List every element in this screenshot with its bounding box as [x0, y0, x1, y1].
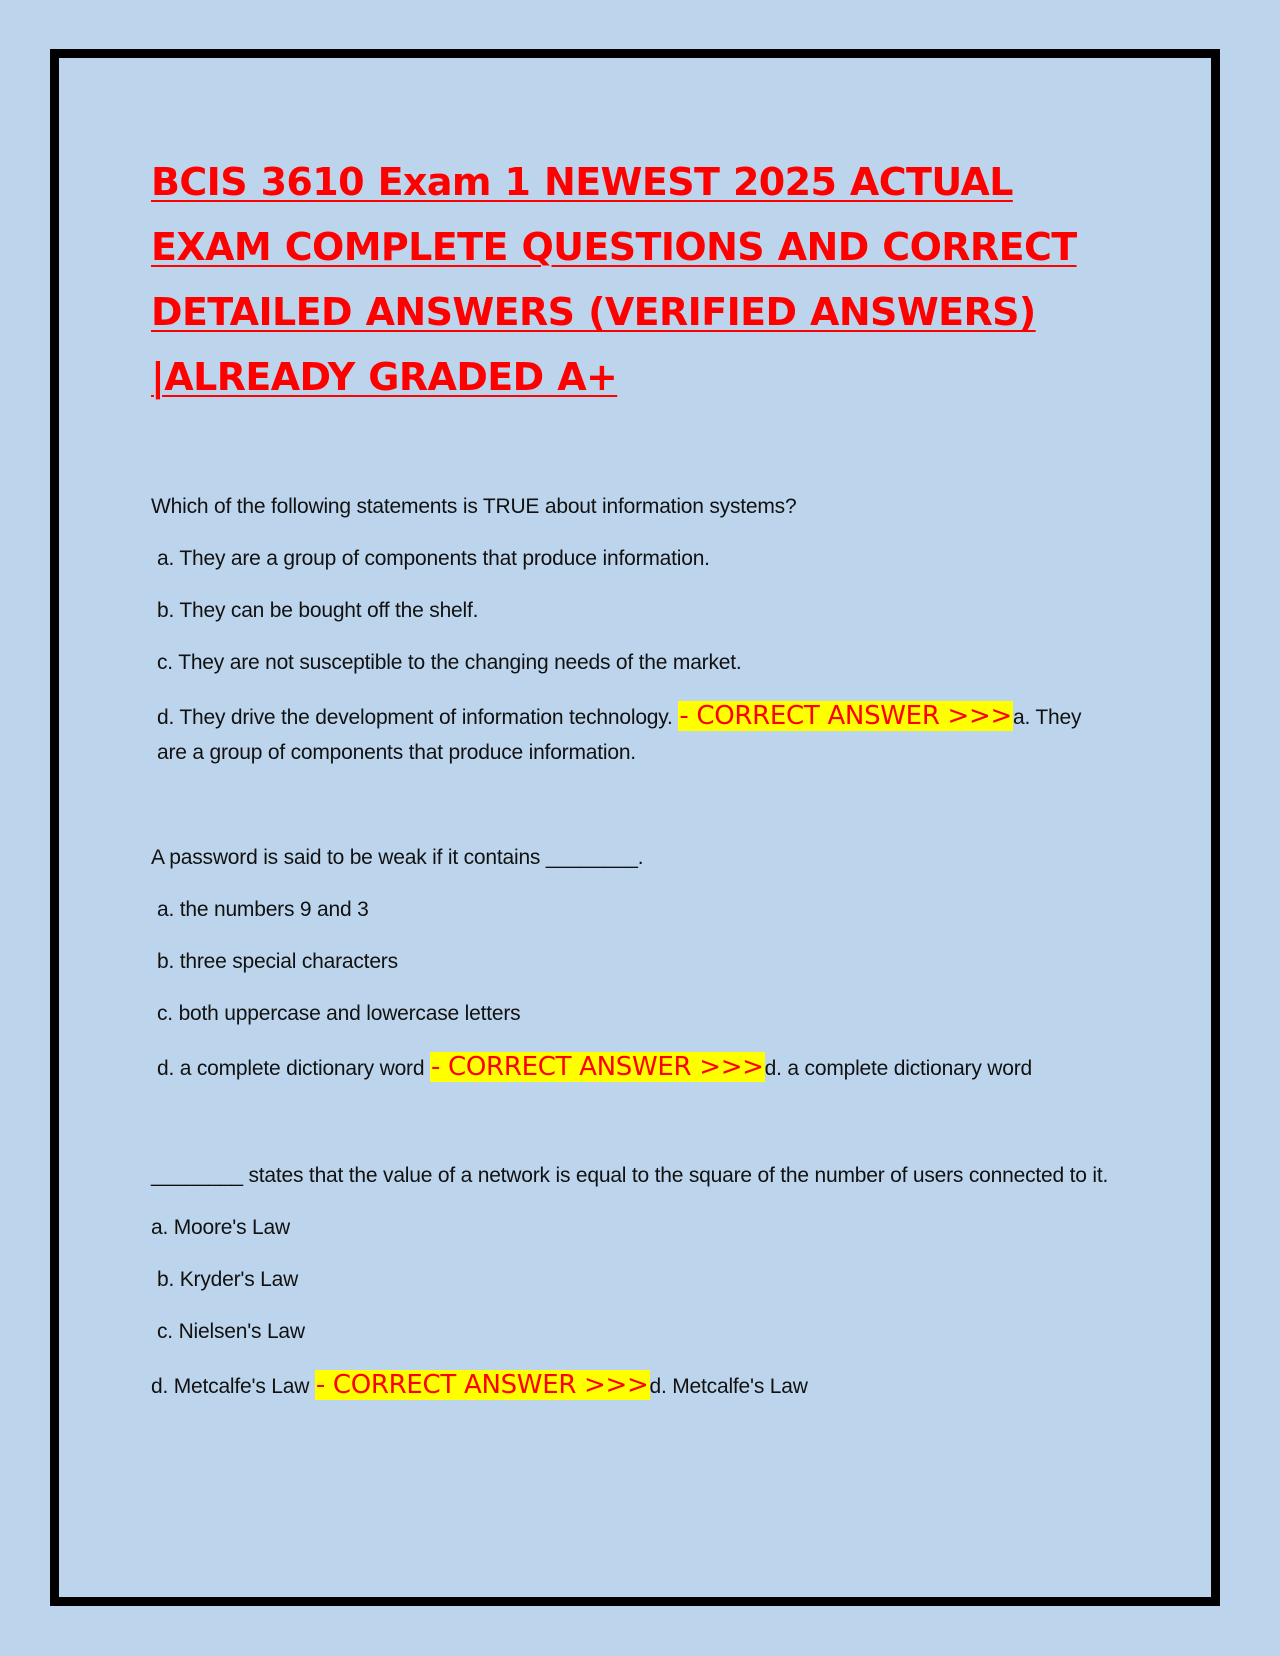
option-d-with-answer — [151, 697, 1111, 770]
correct-answer-label: - CORRECT ANSWER >>> — [315, 1370, 649, 1400]
option-b: b. Kryder's Law — [157, 1268, 299, 1291]
document-content — [151, 150, 1111, 1404]
option-d: d. Metcalfe's Law — [151, 1375, 310, 1398]
option-d: d. a complete dictionary word — [157, 1057, 425, 1080]
correct-answer-label: - CORRECT ANSWER >>> — [679, 701, 1012, 731]
option-a: a. Moore's Law — [151, 1216, 290, 1239]
correct-answer-label: - CORRECT ANSWER >>> — [430, 1052, 764, 1082]
correct-answer-text: d. Metcalfe's Law — [649, 1375, 808, 1398]
correct-answer-text: d. a complete dictionary word — [764, 1057, 1033, 1080]
document-title: BCIS 3610 Exam 1 NEWEST 2025 ACTUAL EXAM COMPLETE QUESTIONS AND CORRECT DETAILED ANSWERS (VERIFIED ANSWERS) |ALREADY GRADED A+ — [151, 160, 1077, 399]
option-a: a. They are a group of components that produce information. — [157, 547, 710, 570]
option-c: c. They are not susceptible to the changing needs of the market. — [157, 651, 742, 674]
question-block-1 — [151, 489, 1111, 770]
question-text: Which of the following statements is TRUE about information systems? — [151, 495, 797, 518]
option-c: c. Nielsen's Law — [157, 1320, 305, 1343]
question-block-2 — [151, 840, 1111, 1086]
option-d-with-answer — [151, 1048, 1111, 1086]
question-text: A password is said to be weak if it contains ________. — [151, 846, 644, 869]
question-block-3 — [151, 1158, 1111, 1404]
option-b: b. They can be bought off the shelf. — [157, 599, 479, 622]
option-d-with-answer — [151, 1366, 1111, 1404]
question-text: ________ states that the value of a network is equal to the square of the number of users connected to it. — [151, 1164, 1109, 1187]
option-a: a. the numbers 9 and 3 — [157, 898, 369, 921]
option-d: d. They drive the development of information technology. — [157, 706, 673, 729]
correct-answer-text: a. They are a group of components that produce information. — [157, 706, 1082, 764]
option-c: c. both uppercase and lowercase letters — [157, 1002, 521, 1025]
option-b: b. three special characters — [157, 950, 398, 973]
